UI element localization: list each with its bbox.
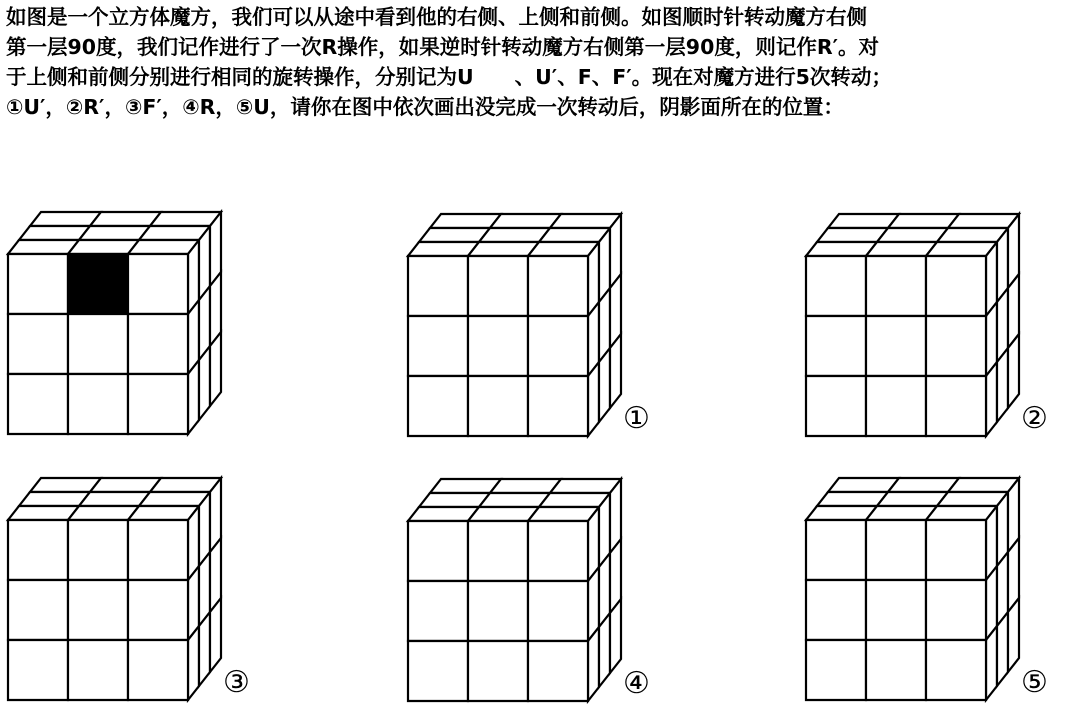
front-cell <box>468 376 528 436</box>
front-cell <box>926 640 986 700</box>
right-cell <box>986 362 997 436</box>
front-cell <box>8 254 68 314</box>
right-cell <box>210 332 221 406</box>
front-cell <box>528 641 588 701</box>
right-cell <box>599 613 610 687</box>
problem-line-1: 如图是一个立方体魔方，我们可以从途中看到他的右侧、上侧和前侧。如图顺时针转动魔方右侧 <box>6 5 867 29</box>
cube-label: ④ <box>623 666 650 701</box>
front-cell <box>468 581 528 641</box>
front-cell <box>806 256 866 316</box>
front-cell <box>8 640 68 700</box>
front-cell <box>528 521 588 581</box>
right-cell <box>1008 334 1019 408</box>
front-cell <box>866 256 926 316</box>
front-cell <box>528 581 588 641</box>
right-cell <box>986 626 997 700</box>
right-cell <box>188 360 199 434</box>
front-cell <box>128 254 188 314</box>
front-cell <box>68 374 128 434</box>
cube-label: ③ <box>223 665 250 700</box>
right-cell <box>997 348 1008 422</box>
cube-1 <box>8 212 221 434</box>
right-cell <box>610 334 621 408</box>
front-cell <box>128 374 188 434</box>
front-cell <box>926 316 986 376</box>
front-cell <box>68 314 128 374</box>
front-cell <box>128 640 188 700</box>
front-cell <box>926 256 986 316</box>
problem-line-2: 第一层90度，我们记作进行了一次R操作，如果逆时针转动魔方右侧第一层90度，则记作R′。对 <box>6 35 880 59</box>
front-cell <box>468 521 528 581</box>
front-cell <box>408 316 468 376</box>
front-cell <box>926 376 986 436</box>
front-cell <box>408 521 468 581</box>
front-cell <box>8 314 68 374</box>
cube-label: ① <box>623 401 650 436</box>
problem-line-4: ①U′，②R′，③F′，④R，⑤U，请你在图中依次画出没完成一次转动后，阴影面所在的位置： <box>6 95 844 119</box>
front-cell <box>926 520 986 580</box>
front-cell <box>68 640 128 700</box>
front-cell <box>68 580 128 640</box>
front-cell <box>408 581 468 641</box>
cube-2 <box>408 214 650 436</box>
front-cell <box>128 314 188 374</box>
front-cell <box>866 376 926 436</box>
front-cell <box>468 256 528 316</box>
cube-6 <box>806 478 1048 700</box>
right-cell <box>210 598 221 672</box>
front-cell <box>866 520 926 580</box>
front-cell <box>806 640 866 700</box>
front-cell <box>8 374 68 434</box>
front-cell <box>408 641 468 701</box>
shaded-cell <box>68 254 128 314</box>
right-cell <box>188 626 199 700</box>
front-cell <box>408 376 468 436</box>
front-cell <box>806 376 866 436</box>
right-cell <box>199 346 210 420</box>
front-cell <box>528 316 588 376</box>
front-cell <box>866 316 926 376</box>
front-cell <box>468 641 528 701</box>
front-cell <box>528 376 588 436</box>
front-cell <box>128 580 188 640</box>
front-cell <box>926 580 986 640</box>
cube-5 <box>408 479 650 701</box>
front-cell <box>128 520 188 580</box>
right-cell <box>199 612 210 686</box>
front-cell <box>806 520 866 580</box>
front-cell <box>8 580 68 640</box>
right-cell <box>997 612 1008 686</box>
cube-4 <box>8 478 250 700</box>
front-cell <box>866 580 926 640</box>
cube-3 <box>806 214 1048 436</box>
front-cell <box>806 316 866 376</box>
front-cell <box>468 316 528 376</box>
right-cell <box>599 348 610 422</box>
problem-line-3: 于上侧和前侧分别进行相同的旋转操作，分别记为U 、U′、F、F′。现在对魔方进行5次转动； <box>6 65 892 89</box>
front-cell <box>8 520 68 580</box>
front-cell <box>528 256 588 316</box>
front-cell <box>408 256 468 316</box>
right-cell <box>1008 598 1019 672</box>
front-cell <box>68 520 128 580</box>
right-cell <box>610 599 621 673</box>
front-cell <box>806 580 866 640</box>
right-cell <box>588 362 599 436</box>
right-cell <box>588 627 599 701</box>
cube-label: ⑤ <box>1021 665 1048 700</box>
cube-label: ② <box>1021 401 1048 436</box>
front-cell <box>866 640 926 700</box>
